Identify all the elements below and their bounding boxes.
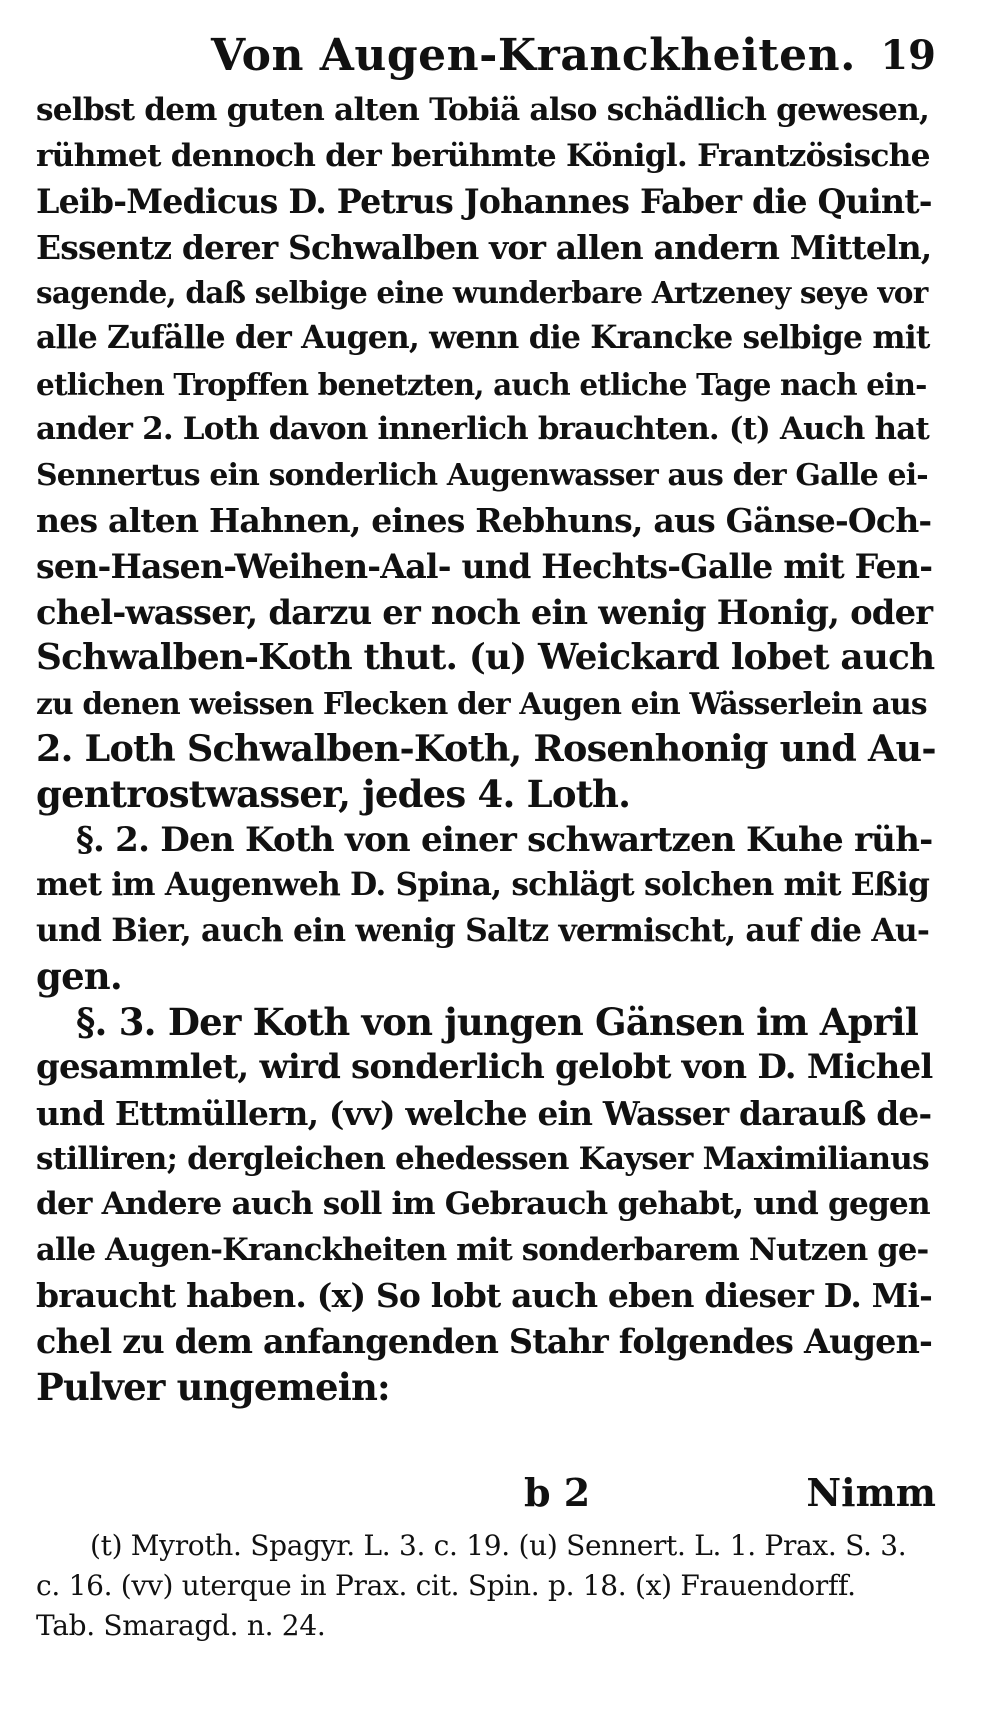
text-line: gen. xyxy=(36,954,122,999)
text-line: met im Augenweh D. Spina, schlägt solchen mit Eßig xyxy=(36,867,930,904)
text-line: etlichen Tropffen benetzten, auch etliche Tage nach ein- xyxy=(36,366,927,402)
text-line: 2. Loth Schwalben-Koth, Rosenhonig und Au- xyxy=(36,727,936,771)
running-title: Von Augen-Kranckheiten. xyxy=(211,30,856,81)
text-line: alle Zufälle der Augen, wenn die Krancke selbige mit xyxy=(36,319,930,356)
text-line: alle Augen-Kranckheiten mit sonderbarem Nutzen ge- xyxy=(36,1231,929,1268)
text-line: sagende, daß selbige eine wunderbare Artzeney seye vor xyxy=(36,275,928,311)
text-line: Schwalben-Koth thut. (u) Weickard lobet auch xyxy=(36,636,935,679)
text-line: zu denen weissen Flecken der Augen ein Wässerlein aus xyxy=(36,685,927,721)
text-line: sen-Hasen-Weihen-Aal- und Hechts-Galle mit Fen- xyxy=(36,546,933,586)
page-number: 19 xyxy=(880,32,936,79)
text-line: nes alten Hahnen, eines Rebhuns, aus Gänse-Och- xyxy=(36,501,932,541)
text-line: chel zu dem anfangenden Stahr folgendes Augen- xyxy=(36,1322,933,1362)
signature-mark: b 2 xyxy=(524,1470,591,1515)
text-line: und Bier, auch ein wenig Saltz vermischt, auf die Au- xyxy=(36,912,930,949)
footnote-line: c. 16. (vv) uterque in Prax. cit. Spin. p. 18. (x) Frauendorff. xyxy=(36,1569,856,1602)
text-line: Leib-Medicus D. Petrus Johannes Faber die Quint- xyxy=(36,182,932,222)
text-line: selbst dem guten alten Tobiä also schädlich gewesen, xyxy=(36,92,930,128)
text-line: Pulver ungemein: xyxy=(36,1364,390,1409)
paragraph-start-line: §. 3. Der Koth von jungen Gänsen im April xyxy=(76,999,918,1044)
footnotes xyxy=(36,1526,956,1646)
text-line: und Ettmüllern, (vv) welche ein Wasser darauß de- xyxy=(36,1094,932,1134)
footnote-line: (t) Myroth. Spagyr. L. 3. c. 19. (u) Sennert. L. 1. Prax. S. 3. xyxy=(90,1529,907,1562)
text-line: ander 2. Loth davon innerlich brauchten. (t) Auch hat xyxy=(36,411,929,448)
text-line: stilliren; dergleichen ehedessen Kayser Maximilianus xyxy=(36,1140,929,1177)
text-line: Sennertus ein sonderlich Augenwasser aus der Galle ei- xyxy=(36,457,928,493)
text-line: braucht haben. (x) So lobt auch eben dieser D. Mi- xyxy=(36,1276,932,1316)
footnote-line: Tab. Smaragd. n. 24. xyxy=(36,1609,326,1642)
text-line: Essentz derer Schwalben vor allen andern Mitteln, xyxy=(36,227,932,267)
body-text xyxy=(36,88,936,1410)
text-line: der Andere auch soll im Gebrauch gehabt, und gegen xyxy=(36,1186,930,1223)
catchline xyxy=(36,1470,936,1520)
catchword: Nimm xyxy=(806,1470,936,1515)
paragraph-start-line: §. 2. Den Koth von einer schwartzen Kuhe rüh- xyxy=(76,819,933,860)
text-line: rühmet dennoch der berühmte Königl. Frantzösische xyxy=(36,137,930,174)
text-line: chel-wasser, darzu er noch ein wenig Honig, oder xyxy=(36,591,933,632)
running-head xyxy=(36,24,936,84)
text-line: gentrostwasser, jedes 4. Loth. xyxy=(36,771,631,816)
text-line: gesammlet, wird sonderlich gelobt von D. Michel xyxy=(36,1047,933,1088)
